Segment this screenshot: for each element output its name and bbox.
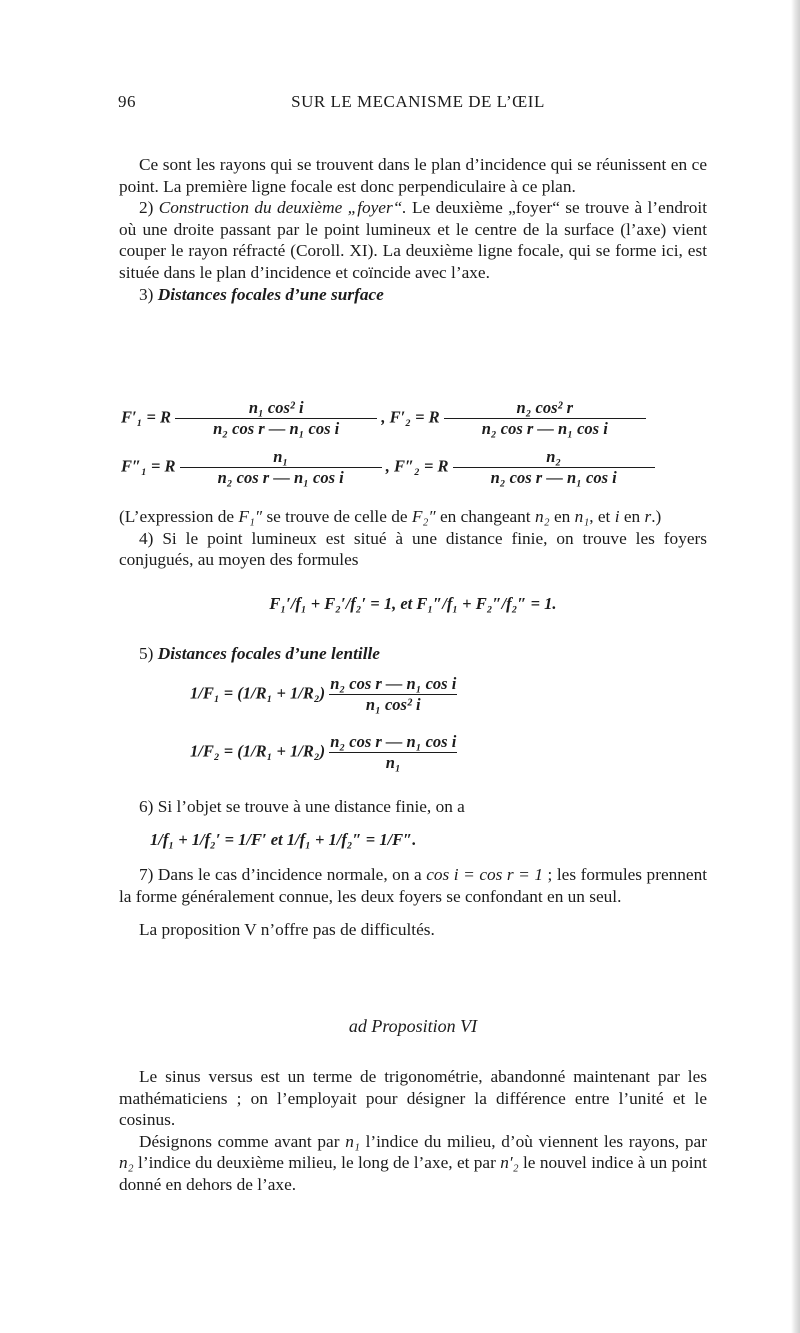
- paragraph: La proposition V n’offre pas de difficultés.: [139, 920, 435, 940]
- note-text: se trouve de celle de: [266, 507, 408, 526]
- section-body: Le deuxième „foyer“ se trouve à l’endroit où une droite passant par le point lumineux et le centre de la surface (l’axe) vient couper le rayon réfracté (Coroll. XI). La deuxième ligne focale, qui se forme ici, est située dans le plan d’incidence et coïncide avec l’axe.: [119, 198, 707, 282]
- formula-paren: (1/R₁ + 1/R₂): [237, 683, 326, 703]
- section-number: 2): [139, 198, 154, 218]
- math-symbol: n′₂: [500, 1153, 519, 1173]
- section-number: 5): [139, 644, 154, 663]
- math-inline: cos i = cos r = 1: [426, 865, 543, 884]
- text-block-note: [119, 506, 707, 571]
- paragraph-text: l’indice du deuxième milieu, le long de l’axe, et par: [138, 1153, 496, 1173]
- running-header: [118, 92, 718, 118]
- paragraph-text: Désignons comme avant par: [139, 1131, 340, 1151]
- note-text: en: [623, 507, 641, 526]
- fraction: [444, 398, 646, 439]
- numerator: n₂ cos r — n₁ cos i: [330, 732, 457, 751]
- section-title: Construction du deuxième „foyer“.: [158, 198, 407, 218]
- section-heading: ad Proposition VI: [348, 1016, 478, 1036]
- section-7: [119, 864, 707, 941]
- paragraph-text: le nouvel indice à un point donné en dehors de l’axe.: [119, 1153, 707, 1194]
- paragraph: Ce sont les rayons qui se trouvent dans le plan d’incidence qui se réunissent en ce point. La première ligne focale est donc perpendiculaire à ce plan.: [119, 155, 707, 196]
- numerator: n₂: [546, 447, 562, 466]
- math-symbol: n₁: [345, 1131, 360, 1151]
- formula-lens-first: [190, 674, 457, 715]
- math-symbol: n₁: [574, 507, 590, 526]
- section-2: [119, 197, 707, 283]
- math-symbol: n₂: [119, 1153, 134, 1173]
- fraction: [329, 674, 457, 715]
- section-6-text: 6) Si l’objet se trouve à une distance finie, on a: [139, 797, 465, 816]
- formula-focal-second: [121, 447, 655, 488]
- text-block-top: [119, 154, 707, 305]
- fraction: [329, 732, 457, 773]
- page-edge-shadow: [791, 0, 800, 1333]
- formula-lhs: F′₁ = R: [121, 407, 172, 427]
- math-symbol: F₂″: [411, 507, 436, 526]
- denominator: n₁ cos² i: [329, 694, 457, 715]
- paragraph: Le sinus versus est un terme de trigonométrie, abandonné maintenant par les mathématiciens ; on l’employait pour désigner la différence entre l’unité et le cosinus.: [119, 1067, 707, 1130]
- denominator: n₁: [329, 752, 457, 773]
- numerator: n₁: [273, 447, 289, 466]
- formula-lhs: 1/F₁ =: [190, 683, 234, 703]
- section-3: [119, 284, 707, 306]
- note-text: , et: [589, 507, 611, 526]
- denominator: n₂ cos r — n₁ cos i: [175, 418, 377, 439]
- section-4: 4) Si le point lumineux est situé à une distance finie, on trouve les foyers conjugués, au moyen des formules: [119, 528, 707, 570]
- section-7-text: ; les formules prennent la forme généralement connue, les deux foyers se confondant en un seul.: [119, 865, 708, 906]
- math-symbol: r: [644, 507, 652, 526]
- note-paragraph: [119, 506, 707, 528]
- note-text: en: [553, 507, 571, 526]
- fraction: [175, 398, 377, 439]
- numerator: n₂ cos r — n₁ cos i: [330, 674, 457, 693]
- text-block-bottom: [119, 1066, 707, 1196]
- section-title: Distances focales d’une lentille: [157, 644, 380, 663]
- formula-lhs: 1/F₂ =: [190, 741, 234, 761]
- denominator: n₂ cos r — n₁ cos i: [180, 467, 382, 488]
- formula-lens-second: [190, 732, 457, 773]
- numerator: n₂ cos² r: [516, 398, 574, 417]
- note-text: .): [651, 507, 662, 526]
- math-symbol: n₂: [534, 507, 550, 526]
- denominator: n₂ cos r — n₁ cos i: [453, 467, 655, 488]
- formula-lhs: F″₁ = R: [121, 456, 176, 476]
- note-text: en changeant: [439, 507, 531, 526]
- note-text: (L’expression de: [119, 507, 235, 526]
- numerator: n₁ cos² i: [248, 398, 304, 417]
- paragraph-text: l’indice du milieu, d’où viennent les rayons, par: [365, 1131, 707, 1151]
- section-5: [119, 643, 707, 665]
- formula-lhs: , F′₂ = R: [381, 407, 440, 427]
- denominator: n₂ cos r — n₁ cos i: [444, 418, 646, 439]
- math-symbol: F₁″: [238, 507, 263, 526]
- section-number: 3): [139, 284, 154, 304]
- section-6: [119, 796, 707, 818]
- paragraph: [119, 1131, 707, 1196]
- running-title: SUR LE MECANISME DE L’ŒIL: [291, 92, 545, 111]
- fraction: [453, 447, 655, 488]
- formula-paren: (1/R₁ + 1/R₂): [237, 741, 326, 761]
- math-symbol: i: [614, 507, 620, 526]
- page-number: 96: [118, 92, 136, 111]
- section-title: Distances focales d’une surface: [157, 284, 384, 304]
- formula-lhs: , F″₂ = R: [385, 456, 449, 476]
- fraction: [180, 447, 382, 488]
- formula-focal-first: [121, 398, 646, 439]
- formula-finite-object: 1/f₁ + 1/f₂′ = 1/F′ et 1/f₁ + 1/f₂″ = 1/F″.: [150, 830, 417, 849]
- formula-conjugate-foci: F₁′/f₁ + F₂′/f₂′ = 1, et F₁″/f₁ + F₂″/f₂″ = 1.: [269, 594, 557, 613]
- section-7-text: 7) Dans le cas d’incidence normale, on a: [139, 865, 422, 884]
